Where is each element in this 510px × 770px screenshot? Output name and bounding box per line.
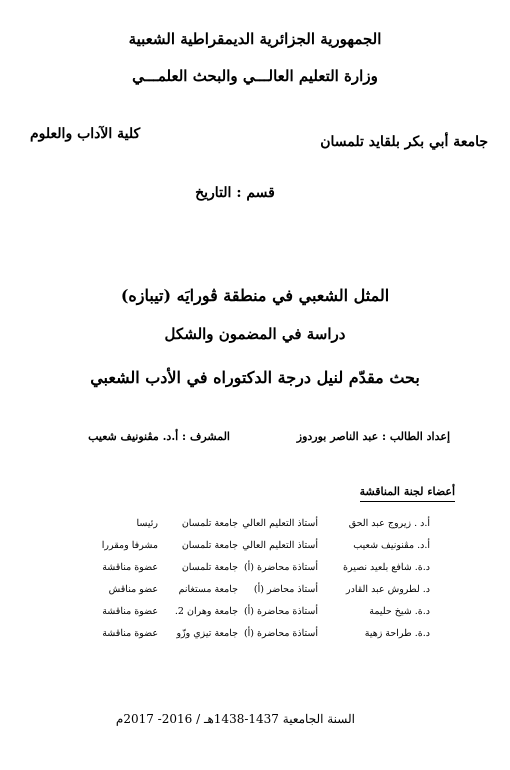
jury-row <box>0 606 510 628</box>
academic-year: السنة الجامعية 1437-1438هـ / 2016- 2017م <box>115 712 355 726</box>
ministry-heading: وزارة التعليم العالـــي والبحث العلمـــي <box>132 67 378 85</box>
jury-member-role: رئيسا <box>136 518 158 529</box>
jury-member-rank: أستاذة محاضرة (أ) <box>243 628 318 639</box>
jury-member-name: د.ة. شيخ حليمة <box>369 606 430 617</box>
jury-member-rank: أستاذ التعليم العالي <box>242 540 318 551</box>
supervisor-name: المشرف : أ.د. مڤنونيف شعيب <box>88 430 230 443</box>
thesis-degree: بحث مقدّم لنيل درجة الدكتوراه في الأدب الشعبي <box>90 368 420 387</box>
jury-member-role: عضوة مناقشة <box>102 562 158 573</box>
jury-member-role: عضوة مناقشة <box>102 606 158 617</box>
jury-member-role: عضوة مناقشة <box>102 628 158 639</box>
jury-row <box>0 540 510 562</box>
jury-member-rank: أستاذ التعليم العالي <box>242 518 318 529</box>
thesis-subtitle: دراسة في المضمون والشكل <box>164 325 346 343</box>
jury-member-name: د.ة. طراحة زهية <box>364 628 430 639</box>
jury-member-institution: جامعة تلمسان <box>181 562 238 573</box>
jury-member-name: د. لطروش عبد القادر <box>346 584 430 595</box>
jury-member-rank: أستاذة محاضرة (أ) <box>243 562 318 573</box>
student-name: إعداد الطالب : عبد الناصر بوردوز <box>296 430 450 443</box>
jury-row <box>0 518 510 540</box>
jury-member-name: أ.د . زيروج عبد الحق <box>348 518 430 529</box>
jury-member-institution: جامعة تيزي وزّو <box>176 628 238 639</box>
jury-title: أعضاء لجنة المناقشة <box>360 485 455 502</box>
jury-member-institution: جامعة تلمسان <box>181 518 238 529</box>
jury-member-institution: جامعة وهران 2. <box>174 606 238 617</box>
jury-member-name: د.ة. شافع بلعيد نصيرة <box>343 562 430 573</box>
thesis-title: المثل الشعبي في منطقة ڤورايَه (تيبازه) <box>120 286 390 305</box>
jury-member-role: عضو مناقش <box>108 584 158 595</box>
jury-member-role: مشرفا ومقررا <box>101 540 158 551</box>
jury-row <box>0 628 510 650</box>
faculty-name: كلية الآداب والعلوم <box>30 126 141 142</box>
jury-member-rank: أستاذ محاضر (أ) <box>253 584 318 595</box>
jury-list <box>0 518 510 650</box>
jury-member-name: أ.د. مڤنونيف شعيب <box>353 540 430 551</box>
jury-member-institution: جامعة تلمسان <box>181 540 238 551</box>
jury-row <box>0 584 510 606</box>
republic-heading: الجمهورية الجزائرية الديمقراطية الشعبية <box>128 30 382 48</box>
jury-member-institution: جامعة مستغانم <box>178 584 238 595</box>
jury-row <box>0 562 510 584</box>
university-name: جامعة أبي بكر بلقايد تلمسان <box>320 134 488 150</box>
department-name: قسم : التاريخ <box>195 185 275 201</box>
jury-member-rank: أستاذة محاضرة (أ) <box>243 606 318 617</box>
